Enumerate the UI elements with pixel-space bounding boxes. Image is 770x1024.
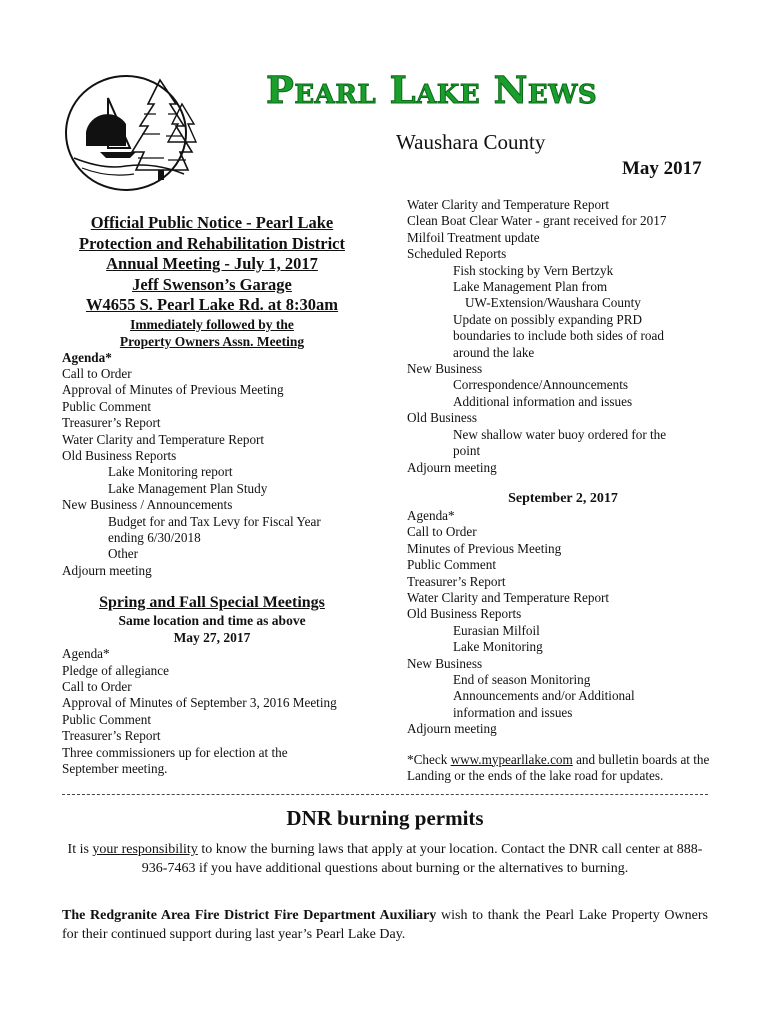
agenda-item: Lake Monitoring <box>453 639 543 655</box>
footnote-prefix: *Check <box>407 751 451 767</box>
agenda-heading: Agenda* <box>62 349 112 365</box>
agenda-item: Public Comment <box>62 711 152 727</box>
agenda-item: Pledge of allegiance <box>62 662 169 678</box>
section-divider <box>62 794 708 795</box>
agenda-item: Approval of Minutes of Previous Meeting <box>62 382 284 398</box>
agenda-item: Lake Management Plan Study <box>108 480 268 496</box>
issue-date: May 2017 <box>622 158 702 179</box>
notice-line: Jeff Swenson’s Garage <box>132 274 292 294</box>
agenda-item: Old Business Reports <box>407 606 522 622</box>
notice-sub-line: Property Owners Assn. Meeting <box>119 333 305 349</box>
agenda-item: Adjourn meeting <box>62 562 152 578</box>
thanks-organization: The Redgranite Area Fire District Fire Department Auxiliary <box>62 908 437 923</box>
agenda-item: New Business <box>407 655 483 671</box>
footnote-suffix: and bulletin boards at the Landing or the ends of the lake road for updates. <box>407 751 710 783</box>
dnr-text-pre: It is <box>67 842 93 857</box>
agenda-item: information and issues <box>453 704 573 720</box>
agenda-item: Old Business <box>407 410 477 426</box>
agenda-item: Water Clarity and Temperature Report <box>407 589 610 605</box>
september-meeting-date: September 2, 2017 <box>508 490 618 506</box>
agenda-item: Lake Management Plan from <box>453 279 608 295</box>
notice-sub-line: Immediately followed by the <box>130 316 294 332</box>
dnr-paragraph <box>62 840 708 878</box>
newsletter-title: Pearl Lake News <box>266 68 598 112</box>
pearl-lake-logo-icon <box>64 74 214 192</box>
agenda-item: Clean Boat Clear Water - grant received for 2017 <box>407 213 667 229</box>
agenda-item: New Business <box>407 361 483 377</box>
county-subtitle: Waushara County <box>396 130 546 154</box>
dnr-text-post: to know the burning laws that apply at your location. Contact the DNR call center at 888-936-7463 if you have additional questions about burning or the alternatives to burning. <box>141 842 703 876</box>
agenda-item: Milfoil Treatment update <box>407 229 540 245</box>
notice-line: Protection and Rehabilitation District <box>79 233 345 253</box>
agenda-item: Water Clarity and Temperature Report <box>407 197 610 212</box>
dnr-emphasis: your responsibility <box>92 842 198 857</box>
agenda-item: Treasurer’s Report <box>62 728 161 744</box>
may-agenda-continued-list <box>407 197 719 476</box>
agenda-item: Treasurer’s Report <box>62 415 161 431</box>
agenda-item: Correspondence/Announcements <box>453 377 629 393</box>
special-meetings-location: Same location and time as above <box>118 613 306 629</box>
left-column <box>62 213 362 777</box>
agenda-item: End of season Monitoring <box>453 671 591 687</box>
agenda-item: Public Comment <box>62 398 152 414</box>
agenda-item: UW-Extension/Waushara County <box>465 295 641 311</box>
agenda-item: Treasurer’s Report <box>407 573 506 589</box>
agenda-item: Scheduled Reports <box>407 246 507 262</box>
special-agenda-list <box>62 646 362 777</box>
agenda-item: Agenda* <box>407 507 455 523</box>
agenda-item: Budget for and Tax Levy for Fiscal Year <box>108 513 321 529</box>
agenda-item: September meeting. <box>62 761 168 777</box>
notice-followup <box>62 316 362 350</box>
notice-line: Annual Meeting - July 1, 2017 <box>106 254 318 273</box>
agenda-item: Agenda* <box>62 646 110 662</box>
agenda-item: Lake Monitoring report <box>108 464 233 480</box>
notice-line: Official Public Notice - Pearl Lake <box>90 213 334 232</box>
agenda-item: boundaries to include both sides of road <box>453 328 664 344</box>
thanks-paragraph <box>62 906 708 944</box>
agenda-item: New Business / Announcements <box>62 497 233 513</box>
agenda-item: Call to Order <box>62 679 132 694</box>
website-link[interactable]: www.mypearllake.com <box>450 751 573 767</box>
agenda-item: Eurasian Milfoil <box>453 622 540 638</box>
agenda-item: Fish stocking by Vern Bertzyk <box>453 262 614 278</box>
agenda-item: Adjourn meeting <box>407 459 497 475</box>
agenda-item: point <box>453 443 481 459</box>
september-agenda-list <box>407 508 719 738</box>
notice-line: W4655 S. Pearl Lake Rd. at 8:30am <box>85 295 339 314</box>
agenda-item: New shallow water buoy ordered for the <box>453 426 667 442</box>
agenda-item: Update on possibly expanding PRD <box>453 311 643 327</box>
agenda-item: Call to Order <box>62 365 132 381</box>
dnr-heading: DNR burning permits <box>286 806 484 830</box>
agenda-item: Adjourn meeting <box>407 721 497 737</box>
agenda-item: Announcements and/or Additional <box>453 688 635 704</box>
agenda-item: Other <box>108 546 139 562</box>
agenda-item: ending 6/30/2018 <box>108 529 201 545</box>
official-notice <box>62 213 362 316</box>
agenda-item: Approval of Minutes of September 3, 2016 Meeting <box>62 695 337 711</box>
agenda-item: around the lake <box>453 344 535 360</box>
agenda-item: Public Comment <box>407 557 497 573</box>
agenda-item: Additional information and issues <box>453 393 633 409</box>
right-column <box>407 197 719 784</box>
annual-agenda-list <box>62 366 362 579</box>
agenda-item: Minutes of Previous Meeting <box>407 540 562 556</box>
special-meeting-date: May 27, 2017 <box>173 630 251 646</box>
updates-footnote <box>407 752 719 785</box>
thanks-text: wish to thank the Pearl Lake Property Owners for their continued support during last year’s Pearl Lake Day. <box>62 908 708 942</box>
agenda-item: Water Clarity and Temperature Report <box>62 431 265 447</box>
agenda-item: Three commissioners up for election at the <box>62 744 288 760</box>
agenda-item: Call to Order <box>407 524 477 540</box>
special-meetings-heading: Spring and Fall Special Meetings <box>99 594 325 612</box>
agenda-item: Old Business Reports <box>62 447 177 463</box>
